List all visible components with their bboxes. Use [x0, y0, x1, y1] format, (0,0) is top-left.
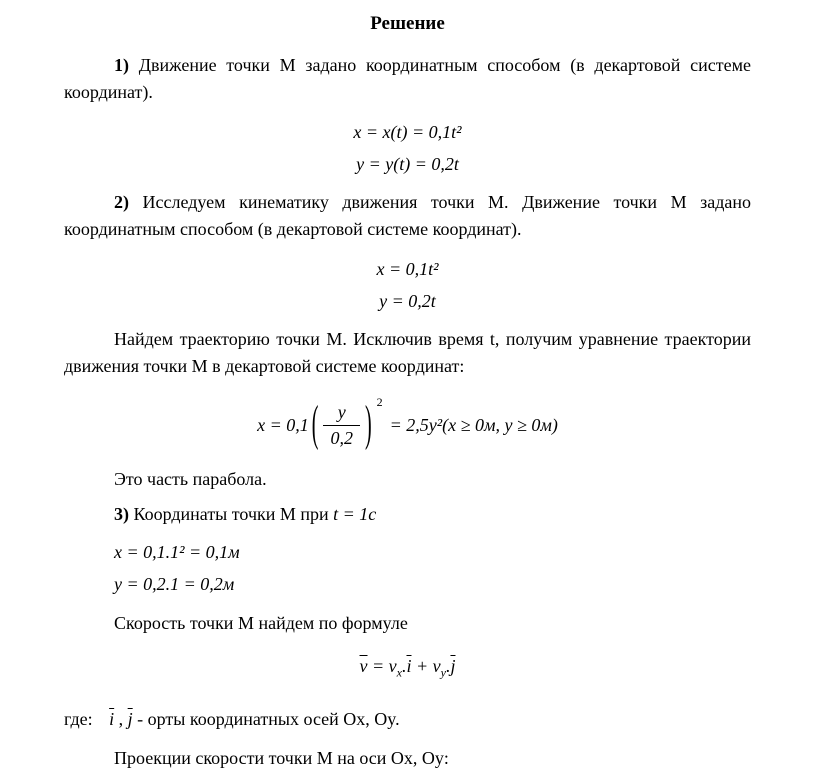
step-number-2: 2) [114, 192, 129, 212]
equation-trajectory [64, 396, 751, 454]
subscript-x: x [396, 665, 402, 680]
trajectory-lhs: x = 0,1 [257, 414, 309, 435]
subscript-y: y [440, 665, 446, 680]
velocity-plus: + v [411, 656, 441, 676]
equation-block-1 [64, 116, 751, 180]
left-parenthesis: ( [311, 396, 319, 452]
equation-y-of-t: y = y(t) = 0,2t [356, 154, 459, 174]
step-number-3: 3) [114, 504, 129, 524]
multiplication-dot-1: . [401, 656, 407, 676]
j-ort: $\overline{j}$ [127, 708, 133, 729]
fraction [323, 401, 360, 449]
velocity-equals: = v [367, 656, 397, 676]
paragraph-projections: Проекции скорости точки М на оси Ox, Oy: [114, 747, 449, 768]
step-1-text: Движение точки М задано координатным способом (в декартовой системе координат). [64, 55, 751, 102]
equation-block-2 [64, 253, 751, 317]
equation-y-at-1s: y = 0,2.1 = 0,2м [114, 574, 235, 594]
equation-y-short: y = 0,2t [379, 291, 436, 311]
equation-velocity-block [64, 651, 751, 688]
j-vector: $\overline{j}$ [450, 656, 456, 676]
orts-prefix: где: [64, 708, 98, 729]
paragraph-step-2 [64, 189, 751, 243]
paragraph-speed: Скорость точки М найдем по формуле [114, 613, 408, 633]
orts-suffix: - орты координатных осей Ox, Oy. [132, 708, 400, 729]
equation-coordinates [64, 536, 751, 600]
equation-x-short: x = 0,1t² [376, 259, 439, 279]
trajectory-rhs: = 2,5y²(x ≥ 0м, y ≥ 0м) [389, 414, 558, 435]
multiplication-dot-2: . [445, 656, 451, 676]
paragraph-step-1 [64, 52, 751, 106]
exponent: 2 [376, 395, 383, 409]
right-parenthesis: ) [364, 396, 372, 452]
paragraph-orts [64, 706, 751, 733]
paragraph-parabola: Это часть парабола. [114, 469, 267, 489]
time-value: t = 1c [333, 504, 377, 524]
document-title: Решение [370, 13, 445, 34]
step-3-text: Координаты точки М при [129, 504, 334, 524]
fraction-numerator: y [337, 402, 346, 422]
equation-x-of-t: x = x(t) = 0,1t² [353, 122, 462, 142]
i-vector: $\overline{i}$ [406, 656, 412, 676]
fraction-denominator: 0,2 [323, 425, 360, 449]
equation-velocity [359, 656, 456, 680]
equation-x-at-1s: x = 0,1.1² = 0,1м [114, 542, 240, 562]
step-number-1: 1) [114, 55, 129, 75]
v-vector: $\overline{v}$ [359, 656, 368, 676]
paragraph-trajectory: Найдем траекторию точки М. Исключив время t, получим уравнение траектории движения точки М в декартовой системе координат: [64, 329, 751, 376]
orts-separator: , [114, 708, 128, 729]
paragraph-step-3 [64, 501, 751, 528]
i-ort: $\overline{i}$ [109, 708, 115, 729]
step-2-text: Исследуем кинематику движения точки М. Движение точки М задано координатным способом (в декартовой системе координат). [64, 192, 751, 239]
